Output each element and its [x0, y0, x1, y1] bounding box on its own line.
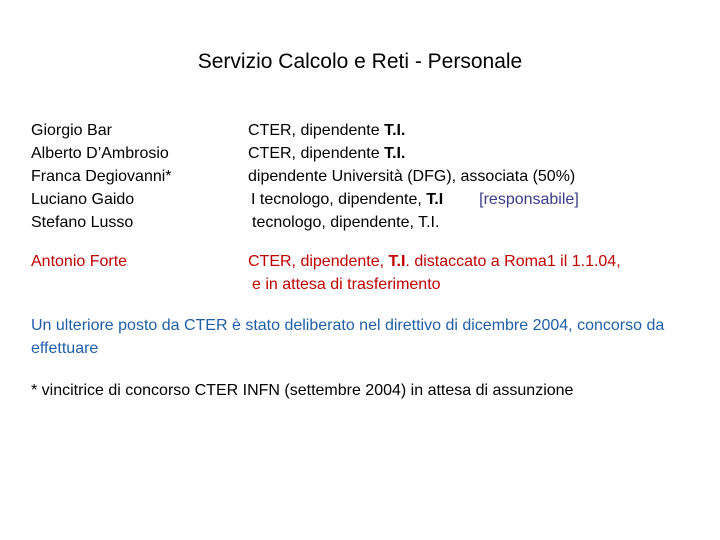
role-text: tecnologo, dipendente, T.I.: [252, 214, 440, 231]
role-contract: T.I.: [384, 122, 406, 139]
forte-role-line1: [248, 250, 621, 273]
staff-name: Giorgio Bar: [31, 122, 112, 139]
staff-name: Alberto D’Ambrosio: [31, 145, 169, 162]
page-title: Servizio Calcolo e Reti - Personale: [197, 50, 523, 73]
staff-name: Stefano Lusso: [31, 214, 134, 231]
staff-roles-column: [248, 119, 579, 234]
role-text: CTER, dipendente: [248, 145, 385, 162]
forte-name: Antonio Forte: [31, 253, 128, 270]
role-text: CTER, dipendente: [248, 122, 385, 139]
staff-role: [248, 142, 579, 165]
footnote: * vincitrice di concorso CTER INFN (settembre 2004) in attesa di assunzione: [31, 382, 574, 399]
cter-note: Un ulteriore posto da CTER è stato deliberato nel direttivo di dicembre 2004, concorso da effettuare: [31, 317, 665, 357]
role-text: CTER, dipendente,: [248, 253, 389, 270]
staff-role: [248, 119, 579, 142]
forte-role-line2: e in attesa di trasferimento: [252, 276, 441, 293]
role-contract: T.I: [388, 253, 406, 270]
role-contract: T.I.: [384, 145, 406, 162]
staff-name: Luciano Gaido: [31, 191, 135, 208]
role-text-post: . distaccato a Roma1 il 1.1.04,: [405, 253, 621, 270]
role-contract: T.I: [426, 191, 444, 208]
staff-name: Franca Degiovanni*: [31, 168, 172, 185]
staff-role: [248, 188, 579, 211]
role-text: dipendente Università (DFG), associata (50%): [248, 168, 576, 185]
staff-names-column: [31, 119, 172, 234]
staff-role: [248, 211, 579, 234]
staff-role: [248, 165, 579, 188]
role-text: I tecnologo, dipendente,: [251, 191, 427, 208]
responsabile-tag: [responsabile]: [479, 191, 579, 208]
forte-role: [248, 250, 621, 296]
